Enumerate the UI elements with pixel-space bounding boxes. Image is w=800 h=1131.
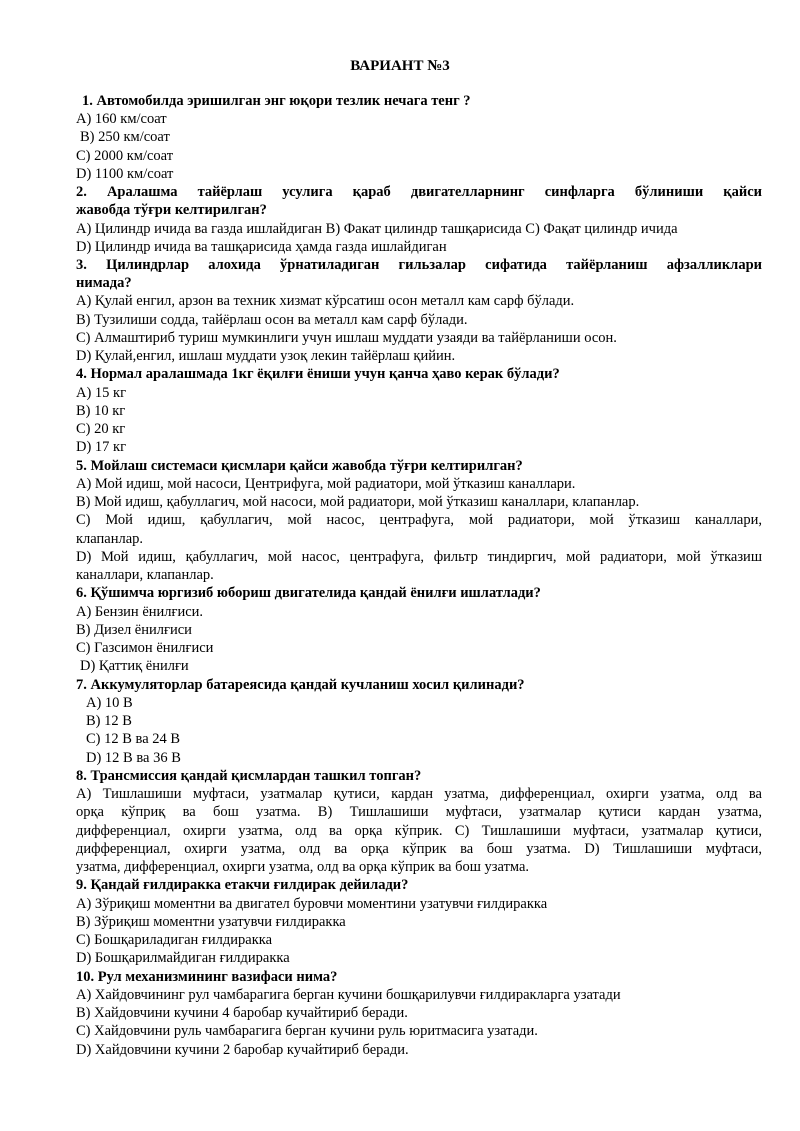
answer-line: C) Бошқариладиган ғилдиракка — [76, 932, 273, 948]
answer-line: дифференциал, охирги узатма, олд ва орқа кўприк. C) Тишлашиши муфтаси, узатмалар қутиси, — [76, 823, 762, 839]
answer-line: D) Хайдовчини кучини 2 баробар кучайтириб беради. — [76, 1042, 409, 1058]
question-line: 1. Автомобилда эришилган энг юқори тезлик нечага тенг ? — [82, 93, 471, 109]
answer-line: D) 17 кг — [76, 439, 127, 455]
answer-line: C) Алмаштириб туриш мумкинлиги учун ишлаш муддати узаяди ва тайёрланиши осон. — [76, 330, 617, 346]
question-line: жавобда тўғри келтирилган? — [76, 202, 267, 218]
answer-line: узатма, дифференциал, охирги узатма, олд ва орқа кўприк ва бош узатма. — [76, 859, 530, 875]
answer-line: A) Хайдовчининг рул чамбарагига берган кучини бошқарилувчи ғилдиракларга узатади — [76, 987, 621, 1003]
answer-line: B) 12 В — [86, 713, 132, 729]
answer-line: D) Бошқарилмайдиган ғилдиракка — [76, 950, 290, 966]
answer-line: B) Зўриқиш моментни узатувчи ғилдиракка — [76, 914, 346, 930]
answer-line: D) Қаттиқ ёнилғи — [80, 658, 189, 674]
answer-line: орқа кўприқ ва бош узатма. B) Тишлашиши муфтаси, узатмалар қутиси кардан узатма, — [76, 804, 762, 820]
answer-line: C) Газсимон ёнилғиси — [76, 640, 214, 656]
answer-line: B) 10 кг — [76, 403, 126, 419]
answer-line: A) Қулай енгил, арзон ва техник хизмат кўрсатиш осон металл кам сарф бўлади. — [76, 293, 575, 309]
answer-line: A) Цилиндр ичида ва газда ишлайдиган B) Факат цилиндр ташқарисида C) Фақат цилиндр ичида — [76, 221, 678, 237]
question-line: 2. Аралашма тайёрлаш усулига қараб двигателларнинг синфларга бўлиниши қайси — [76, 184, 762, 200]
question-line: 9. Қандай ғилдиракка етакчи ғилдирак дейилади? — [76, 877, 409, 893]
answer-line: C) 2000 км/соат — [76, 148, 174, 164]
question-line: 4. Нормал аралашмада 1кг ёқилғи ёниши учун қанча ҳаво керак бўлади? — [76, 366, 560, 382]
answer-line: клапанлар. — [76, 531, 144, 547]
answer-line: A) 10 В — [86, 695, 133, 711]
answer-line: B) Мой идиш, қабуллагич, мой насоси, мой радиатори, мой ўтказиш каналлари, клапанлар. — [76, 494, 640, 510]
answer-line: A) 15 кг — [76, 385, 127, 401]
answer-line: C) 12 В ва 24 В — [86, 731, 181, 747]
answer-line: D) 12 В ва 36 В — [86, 750, 181, 766]
question-line: 5. Мойлаш системаси қисмлари қайси жавобда тўғри келтирилган? — [76, 458, 523, 474]
answer-line: D) Цилиндр ичида ва ташқарисида ҳамда газда ишлайдиган — [76, 239, 447, 255]
answer-line: B) 250 км/соат — [80, 129, 170, 145]
answer-line: A) 160 км/соат — [76, 111, 167, 127]
question-line: нимада? — [76, 275, 132, 291]
answer-line: D) Қулай,енгил, ишлаш муддати узоқ лекин тайёрлаш қийин. — [76, 348, 456, 364]
answer-line: D) Мой идиш, қабуллагич, мой насос, центрафуга, фильтр тиндиргич, мой радиатори, мой ўтказиш — [76, 549, 762, 565]
answer-line: B) Дизел ёнилғиси — [76, 622, 192, 638]
answer-line: B) Тузилиши содда, тайёрлаш осон ва металл кам сарф бўлади. — [76, 312, 468, 328]
answer-line: A) Мой идиш, мой насоси, Центрифуга, мой радиатори, мой ўтказиш каналлари. — [76, 476, 576, 492]
answer-line: B) Хайдовчини кучини 4 баробар кучайтириб беради. — [76, 1005, 408, 1021]
answer-line: дифференциал, охирги узатма, олд ва орқа кўприк ва бош узатма. D) Тишлашиши муфтаси, — [76, 841, 762, 857]
question-line: 10. Рул механизмининг вазифаси нима? — [76, 969, 338, 985]
page-title: ВАРИАНТ №3 — [350, 58, 450, 74]
answer-line: C) Мой идиш, қабуллагич, мой насос, центрафуга, мой радиатори, мой ўтказиш каналлари, — [76, 512, 762, 528]
question-line: 6. Қўшимча юргизиб юбориш двигателида қандай ёнилғи ишлатлади? — [76, 585, 541, 601]
answer-line: C) Хайдовчини руль чамбарагига берган кучини руль юритмасига узатади. — [76, 1023, 538, 1039]
question-line: 8. Трансмиссия қандай қисмлардан ташкил топган? — [76, 768, 422, 784]
answer-line: D) 1100 км/соат — [76, 166, 174, 182]
question-line: 3. Цилиндрлар алохида ўрнатиладиган гильзалар сифатида тайёрланиш афзалликлари — [76, 257, 762, 273]
answer-line: A) Бензин ёнилғиси. — [76, 604, 204, 620]
answer-line: каналлари, клапанлар. — [76, 567, 214, 583]
answer-line: A) Зўриқиш моментни ва двигател буровчи моментини узатувчи ғилдиракка — [76, 896, 548, 912]
answer-line: A) Тишлашиши муфтаси, узатмалар қутиси, кардан узатма, дифференциал, охирги узатма, олд ва — [76, 786, 762, 802]
answer-line: C) 20 кг — [76, 421, 126, 437]
question-line: 7. Аккумуляторлар батареясида қандай кучланиш хосил қилинади? — [76, 677, 525, 693]
